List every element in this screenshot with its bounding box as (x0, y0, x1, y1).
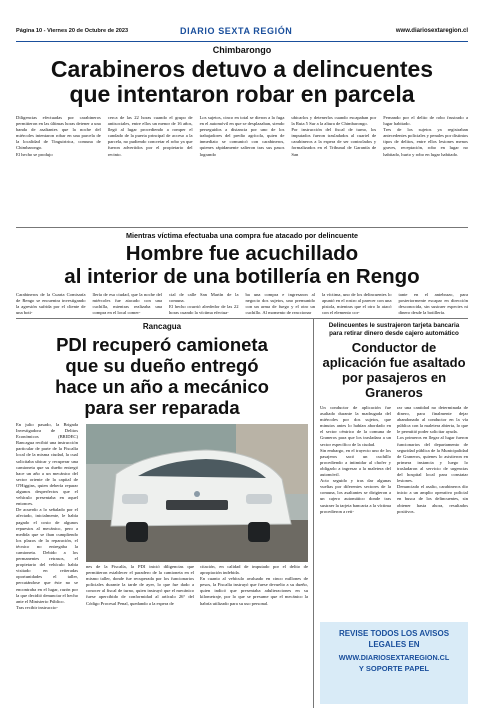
divider (16, 318, 468, 319)
article-kicker: Rancagua (142, 322, 182, 331)
article-column: tante en el antebrazo, para posteriormente escapar en dirección desconocida, sin sustraer especies ni dinero desde la botillería. (398, 292, 468, 316)
article-rancagua (16, 322, 308, 418)
article-kicker: Chimbarongo (212, 45, 272, 55)
article-column: la víctima, uno de los delincuentes lo apuntó en el rostro al parecer con una pistola, mientras que el otro lo atacó con el elemento cor- (322, 292, 392, 316)
article-column: Carabineros de la Cuarta Comisaría de Rengo se encuentra investigando la agresión sufrida por el cliente de una boti- (16, 292, 86, 316)
article-graneros (320, 322, 468, 515)
article-column: Los sujetos, cinco en total se dieron a la fuga en el automóvil en que se desplazaban, siendo perseguidos a distancia por uno de los trabajadores del predio agrícola, quien de inmediato se comunicó con carabineros, quienes rápidamente salieron tras sus pasos logrando (199, 115, 285, 157)
article-headline: Conductor de aplicación fue asaltado por pasajeros en Graneros (322, 340, 466, 400)
article-column: cial de calle San Martín de la comuna. El hecho ocurrió alrededor de las 22 horas cuando la víctima efectua- (169, 292, 239, 316)
legal-notices-ad[interactable]: REVISE TODOS LOS AVISOS LEGALES EN WWW.DIARIOSEXTAREGION.CL Y SOPORTE PAPEL (320, 622, 468, 704)
article-column: llería de esa ciudad, que la noche del miércoles fue atacado con una cuchilla, mientras realizaba una compra en el local comer- (92, 292, 162, 316)
car-image (86, 424, 308, 562)
article-column: En julio pasado, la Brigada Investigadora de Delitos Económicos (BRIDEC) Rancagua recibió una instrucción particular de parte de la Fiscalía local de la misma ciudad, la cual solicitaba ubicar y recuperar una camioneta que su dueño entregó hace un año a un mecánico del sector oriente de la capital de O'Higgins, quien debería reparar algunos desperfectos que el vehículo presentaba en aquel entonces. De acuerdo a lo señalado por el afectado, inicialmente, le había pagado el costo de algunos repuestos al mecánico, pero a medida que se iban cumpliendo los plazos de la reparación, el técnico no entregaba la camioneta. Debido a los permanentes retrasos, el propietario del vehículo había visitado en reiteradas oportunidades el taller, percatándose que éste no se encontraba en el lugar, razón por la que decidió denunciar el hecho ante el Ministerio Público. Tras recibir instruccio- (16, 422, 78, 610)
article-bottom-columns (86, 564, 308, 607)
article-column: Diligencias efectuadas por carabineros permitieron en las últimas horas detener a una banda de asaltantes que la noche del miércoles intentaron robar en una parcela de la localidad de Tinguiririca, comuna de Chimbarongo. El hecho se produjo (16, 115, 101, 157)
divider (16, 227, 468, 228)
article-column: nes de la Fiscalía, la PDI inició diligencias que permitieron establecer el paradero de la camioneta en el mismo taller, donde fue recuperada por los funcionarios policiales durante la tarde de ayer, lo que fue dado a conocer al fiscal de turno, quien instruyó que el mecánico fuese apercibido de conformidad al artículo 26° del Código Procesal Penal, quedando a la espera de (86, 564, 194, 606)
column-divider (313, 318, 314, 708)
article-chimbarongo (16, 45, 468, 158)
article-column: ba una compra e ingresaron al negocio dos sujetos, uno premunido con un arma de fuego y el otro un cuchillo. Al momento de reaccionar (245, 292, 315, 316)
article-column: rar una cantidad no determinada de dinero, para finalmente dejar abandonado al conductor en la vía pública con la maletera abierta, lo que le permitió poder solicitar ayuda. Los primeros en llegar al lugar fueron funcionarios del departamento de seguridad pública de la Municipalidad de Graneros, quienes lo asistieron en primera instancia y luego lo trasladaron al servicio de urgencias del hospital local para constatar lesiones. Denunciado el asalto, carabineros dio inicio a un amplio operativo policial en busca de los delincuentes, sin obtener hasta ahora, resultados positivos. (397, 405, 468, 514)
website-link[interactable]: www.diariosextaregion.cl (395, 28, 468, 34)
page-header (16, 28, 468, 42)
article-column: citación, en calidad de imputado por el delito de apropiación indebida. En cuanto al vehículo avaluado en cinco millones de pesos, la Fiscalía instruyó que fuese devuelto a su dueño, quien indicó que presentaba adulteraciones en su kilometraje, por lo que se presume que el mecánico la habría utilizado para su uso personal. (200, 564, 308, 606)
article-column: Fernando por el delito de robo frustrado a lugar habitado. Tres de los sujetos ya registraban antecedentes policiales y penales por distintos tipos de delitos, entre ellos lesiones menos graves, receptación, robo en lugar no habitado, hurto y robo en lugar habitado. (383, 115, 468, 157)
article-column: Un conductor de aplicación fue asaltado durante la madrugada del miércoles por dos sujetos, que minutos antes lo habían abordado en el sector céntrico de la comuna de Graneros para que los trasladara a un sector específico de la ciudad. Sin embargo, en el trayecto uno de los pasajeros sacó un cuchillo procediendo a intimidar al chofer y obligarlo a ingresar a la maletera del automóvil. Acto seguido y tras dar algunas vueltas por diferentes sectores de la comuna, los asaltantes se dirigieron a un cajero automático donde tras sustraer la tarjeta bancaria a la víctima procedieron a reti- (320, 405, 391, 514)
newspaper-name: DIARIO SEXTA REGIÓN (180, 26, 293, 36)
article-headline: PDI recuperó camioneta que su dueño entregó hace un año a mecánico para ser reparada (55, 334, 269, 418)
article-column: cerca de las 22 horas cuando el grupo de antisociales, entre ellos un menor de 16 años, llegó al lugar procediendo a romper el candado de la puerta principal de acceso a la parcela, no pudiendo concretar el robo ya que fueron advertidos por el propietario del recinto. (107, 115, 193, 157)
article-kicker: Mientras víctima efectuaba una compra fue atacado por delincuente (125, 231, 359, 240)
article-headline: Carabineros detuvo a delincuentes que intentaron robar en parcela (50, 56, 434, 107)
article-column: ubicarlos y detenerlos cuando escapaban por la Ruta 5 Sur a la altura de Chimbarongo. Por instrucción del fiscal de turno, los imputados fueron trasladados al cuartel de carabineros a la espera de ser controlados y formalizados en el Tribunal de Garantía de San (291, 115, 377, 157)
article-headline: Hombre fue acuchillado al interior de una botillería en Rengo (64, 242, 420, 288)
article-rengo (16, 231, 468, 316)
page-label: Página 10 - Viernes 20 de Octubre de 2023 (16, 28, 129, 34)
article-kicker: Delincuentes le sustrajeron tarjeta bancaria para retirar dinero desde cajero automático (328, 322, 460, 337)
car-photo (86, 424, 308, 562)
